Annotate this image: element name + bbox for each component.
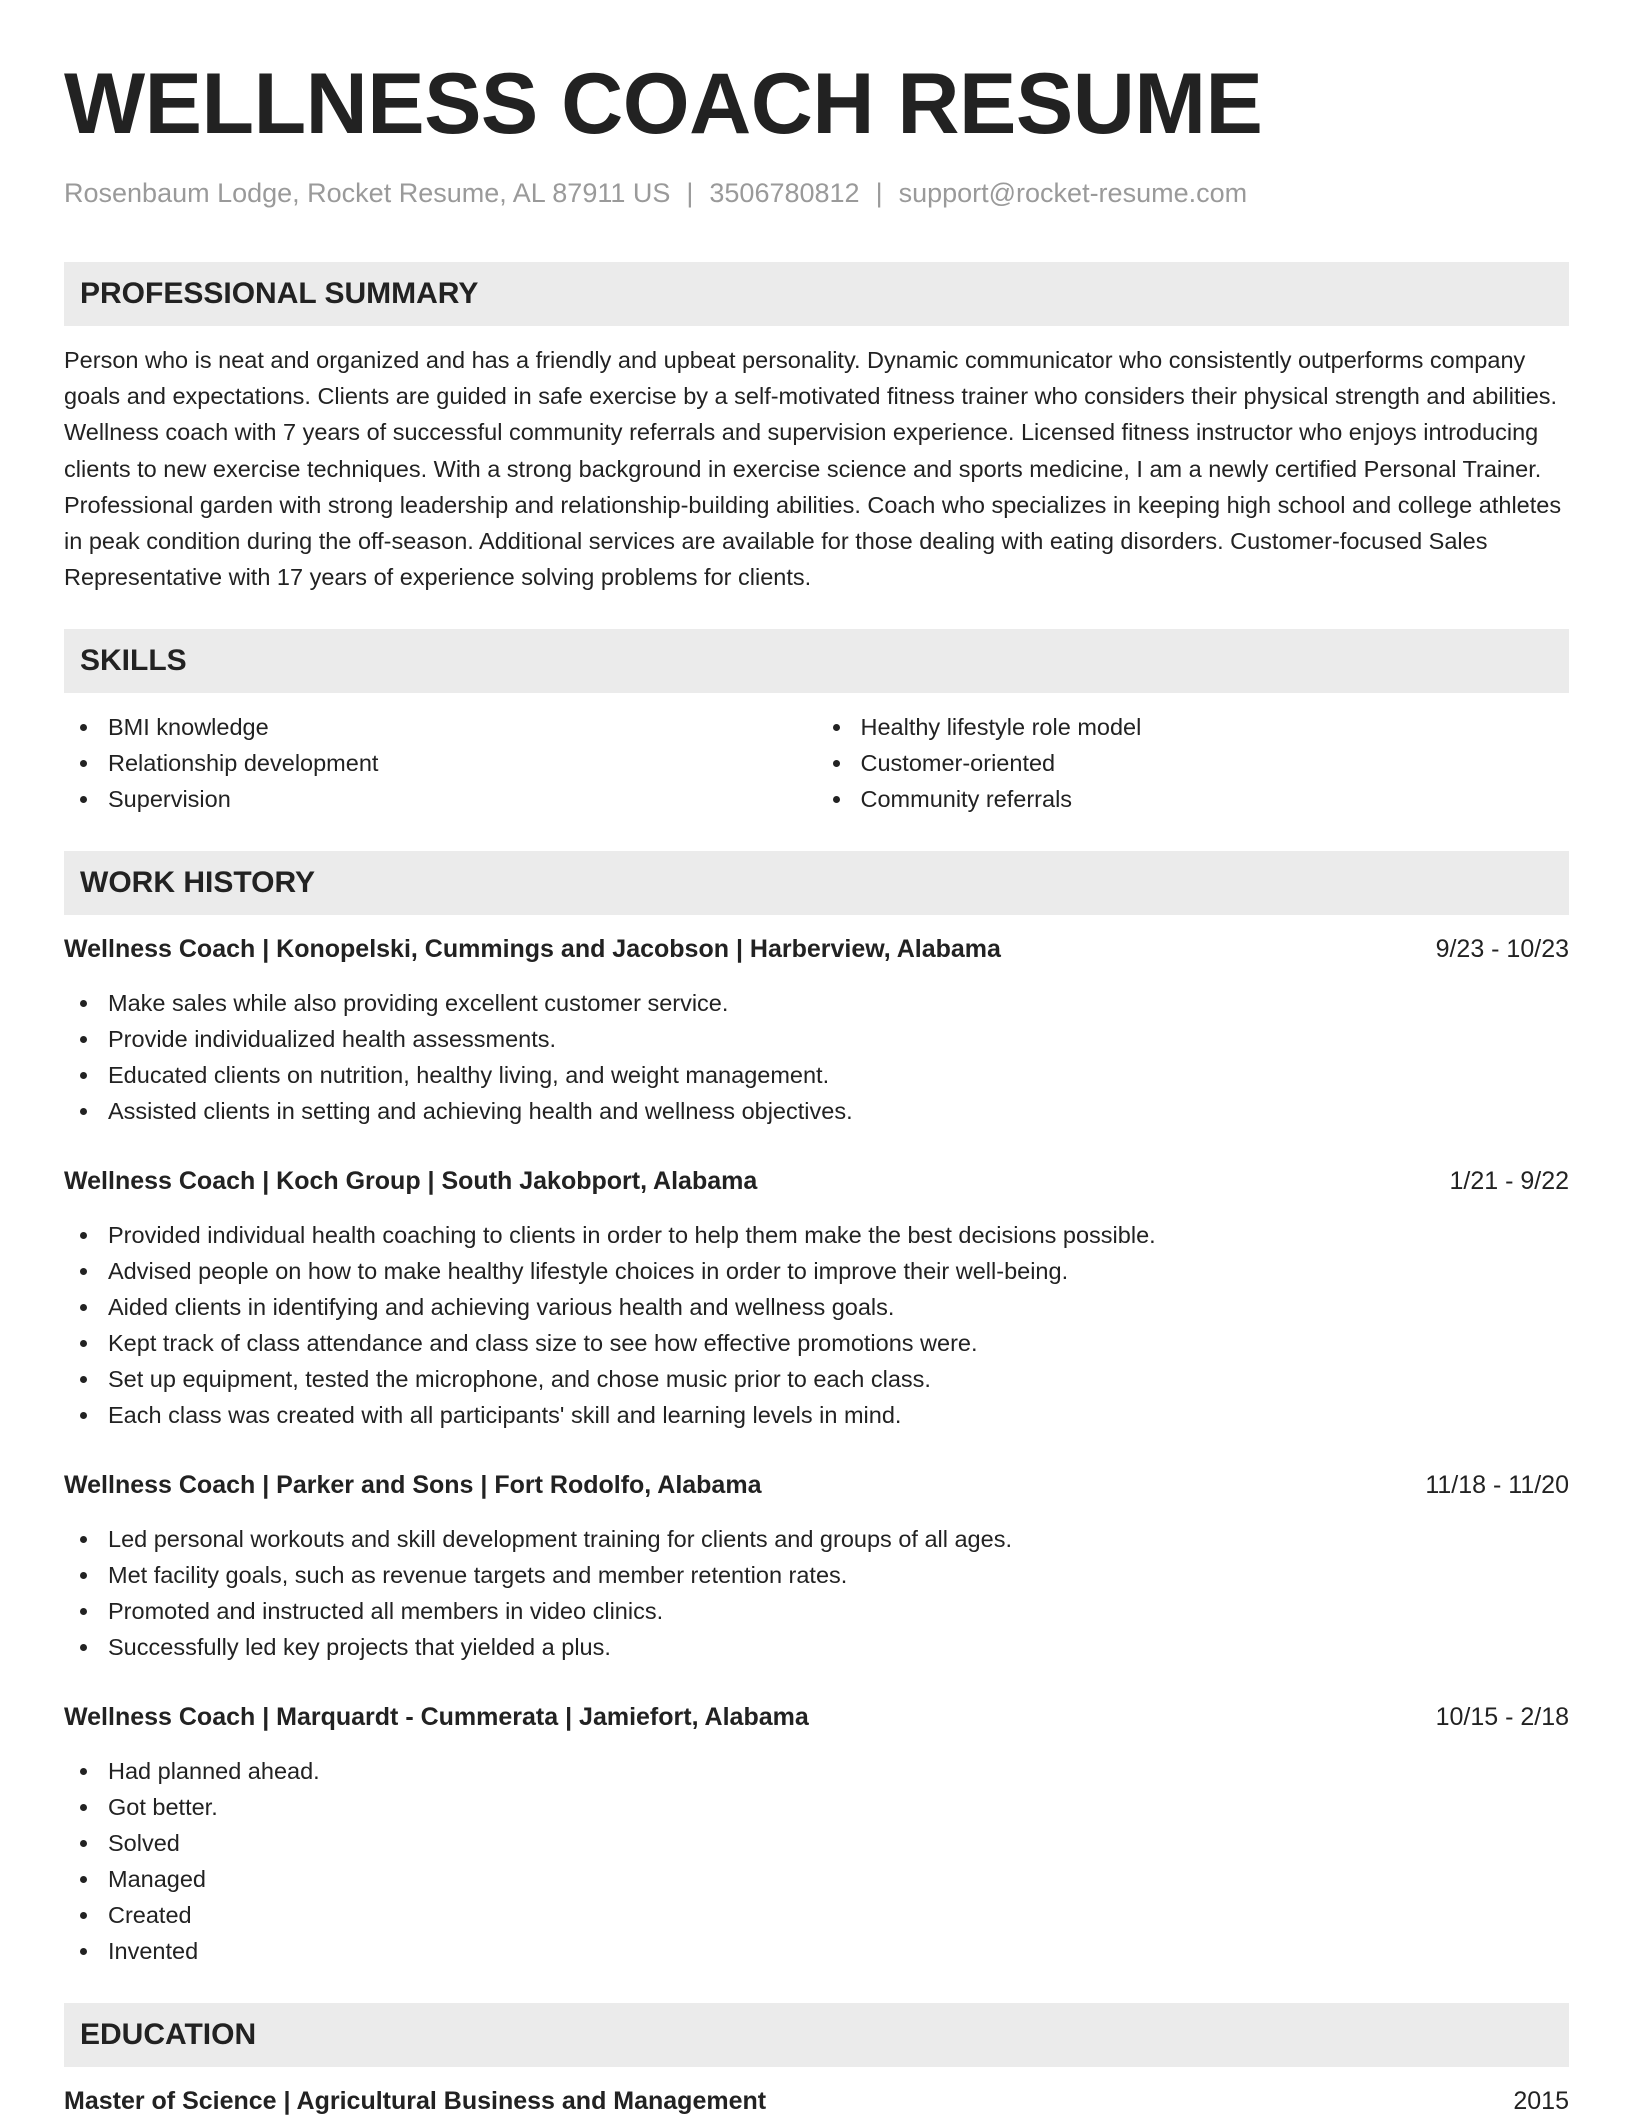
- job-bullet: Aided clients in identifying and achieving various health and wellness goals.: [64, 1289, 1569, 1325]
- job-header: [64, 931, 1569, 967]
- education-year: 2015: [1513, 2087, 1569, 2116]
- contact-phone: 3506780812: [709, 178, 860, 208]
- job-bullet: Make sales while also providing excellent customer service.: [64, 985, 1569, 1021]
- contact-separator: |: [686, 178, 694, 208]
- contact-email: support@rocket-resume.com: [898, 178, 1248, 208]
- skill-item: Healthy lifestyle role model: [817, 709, 1570, 745]
- job-bullet: Invented: [64, 1933, 1569, 1969]
- skill-item: Relationship development: [64, 745, 817, 781]
- job-bullet: Set up equipment, tested the microphone, and chose music prior to each class.: [64, 1361, 1569, 1397]
- job-bullets: [64, 985, 1569, 1129]
- job-header: [64, 1163, 1569, 1199]
- job-entry: [64, 1699, 1569, 1969]
- job-bullet: Each class was created with all participants' skill and learning levels in mind.: [64, 1397, 1569, 1433]
- job-bullet: Assisted clients in setting and achieving health and wellness objectives.: [64, 1093, 1569, 1129]
- contact-separator: |: [875, 178, 883, 208]
- job-bullet: Got better.: [64, 1789, 1569, 1825]
- contact-line: [64, 176, 1569, 210]
- skills-column-left: [64, 709, 817, 817]
- job-bullet: Managed: [64, 1861, 1569, 1897]
- skill-item: BMI knowledge: [64, 709, 817, 745]
- education-section-heading: EDUCATION: [64, 2003, 1569, 2067]
- job-bullet: Had planned ahead.: [64, 1753, 1569, 1789]
- job-bullet: Provided individual health coaching to clients in order to help them make the best decisions possible.: [64, 1217, 1569, 1253]
- skill-item: Customer-oriented: [817, 745, 1570, 781]
- summary-text: Person who is neat and organized and has a friendly and upbeat personality. Dynamic communicator who consistently outperforms company goals and expectations. Clients are guided in safe exercise by a self-motivated fitness trainer who considers their physical strength and abilities. Wellness coach with 7 years of successful community referrals and supervision experience. Licensed fitness instructor who enjoys introducing clients to new exercise techniques. With a strong background in exercise science and sports medicine, I am a newly certified Personal Trainer. Professional garden with strong leadership and relationship-building abilities. Coach who specializes in keeping high school and college athletes in peak condition during the off-season. Additional services are available for those dealing with eating disorders. Customer-focused Sales Representative with 17 years of experience solving problems for clients.: [64, 347, 1562, 591]
- job-title: Wellness Coach | Koch Group | South Jakobport, Alabama: [64, 1167, 758, 1196]
- skill-item: Supervision: [64, 781, 817, 817]
- job-bullet: Created: [64, 1897, 1569, 1933]
- contact-address: Rosenbaum Lodge, Rocket Resume, AL 87911 US: [64, 178, 671, 208]
- job-bullet: Led personal workouts and skill development training for clients and groups of all ages.: [64, 1521, 1569, 1557]
- job-title: Wellness Coach | Konopelski, Cummings and Jacobson | Harberview, Alabama: [64, 935, 1001, 964]
- job-bullet: Met facility goals, such as revenue targets and member retention rates.: [64, 1557, 1569, 1593]
- job-bullet: Provide individualized health assessments.: [64, 1021, 1569, 1057]
- job-entry: [64, 1467, 1569, 1665]
- job-bullets: [64, 1753, 1569, 1969]
- job-dates: 10/15 - 2/18: [1435, 1703, 1569, 1732]
- job-title: Wellness Coach | Marquardt - Cummerata | Jamiefort, Alabama: [64, 1703, 809, 1732]
- skills-column-right: [817, 709, 1570, 817]
- job-header: [64, 1467, 1569, 1503]
- job-entry: [64, 1163, 1569, 1433]
- skill-item: Community referrals: [817, 781, 1570, 817]
- job-bullet: Successfully led key projects that yielded a plus.: [64, 1629, 1569, 1665]
- education-degree: Master of Science | Agricultural Business and Management: [64, 2087, 767, 2116]
- job-bullet: Promoted and instructed all members in video clinics.: [64, 1593, 1569, 1629]
- job-dates: 9/23 - 10/23: [1435, 935, 1569, 964]
- job-bullet: Advised people on how to make healthy lifestyle choices in order to improve their well-being.: [64, 1253, 1569, 1289]
- resume-title: WELLNESS COACH RESUME: [64, 56, 1263, 152]
- job-header: [64, 1699, 1569, 1735]
- job-title: Wellness Coach | Parker and Sons | Fort Rodolfo, Alabama: [64, 1471, 762, 1500]
- education-entry: [64, 2083, 1569, 2119]
- job-bullet: Kept track of class attendance and class size to see how effective promotions were.: [64, 1325, 1569, 1361]
- job-bullets: [64, 1521, 1569, 1665]
- job-dates: 11/18 - 11/20: [1425, 1471, 1569, 1500]
- job-entry: [64, 931, 1569, 1129]
- job-bullet: Solved: [64, 1825, 1569, 1861]
- job-bullet: Educated clients on nutrition, healthy living, and weight management.: [64, 1057, 1569, 1093]
- skills-list: [64, 709, 1569, 817]
- job-bullets: [64, 1217, 1569, 1433]
- job-dates: 1/21 - 9/22: [1449, 1167, 1569, 1196]
- skills-section-heading: SKILLS: [64, 629, 1569, 693]
- work-history-section-heading: WORK HISTORY: [64, 851, 1569, 915]
- summary-section-heading: PROFESSIONAL SUMMARY: [64, 262, 1569, 326]
